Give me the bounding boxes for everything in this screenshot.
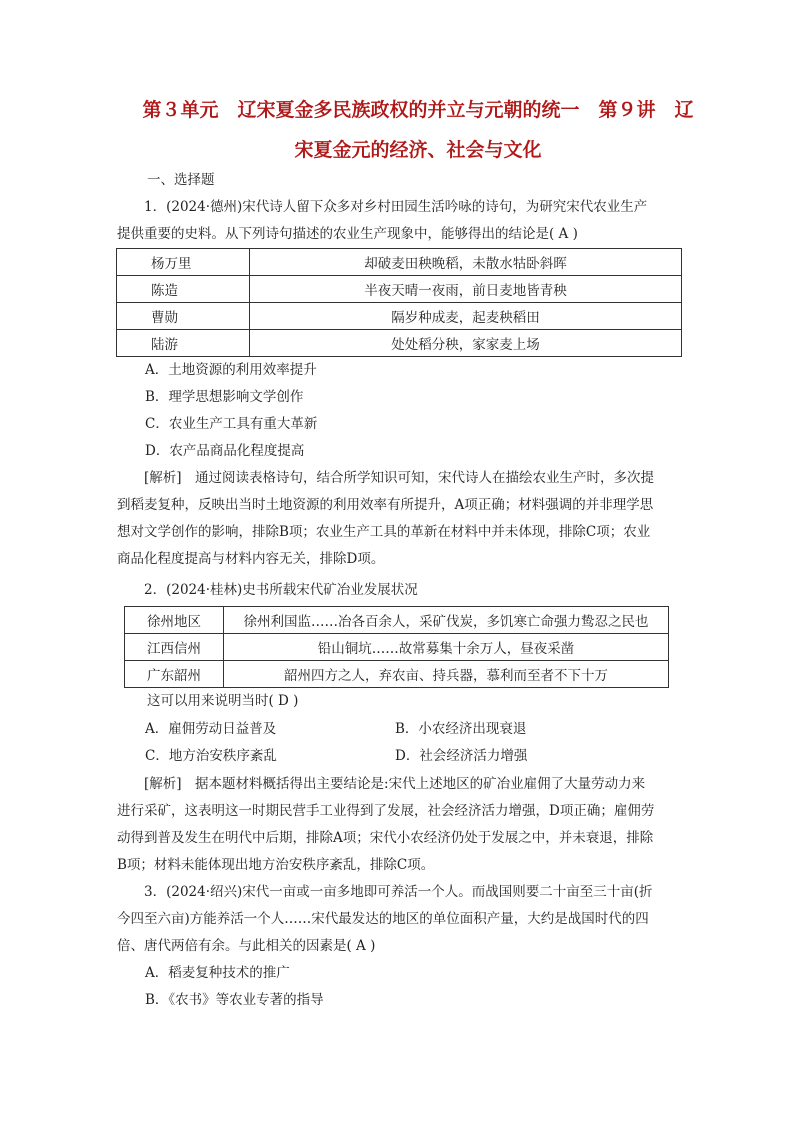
table-row <box>125 634 669 661</box>
q1-analysis-line-4: 商品化程度提高与材料内容无关，排除D项。 <box>117 551 385 567</box>
table-row <box>117 330 682 357</box>
q2-analysis-line-2: 进行采矿，这表明这一时期民营手工业得到了发展，社会经济活力增强，D项正确；雇佣劳 <box>117 803 655 819</box>
q1-option-b: B．理学思想影响文学创作 <box>145 389 304 405</box>
table-row <box>125 607 669 634</box>
poem-cell: 却破麦田秧晚稻，未散水牯卧斜晖 <box>250 249 682 276</box>
q3-option-b: B．《农书》等农业专著的指导 <box>145 992 324 1008</box>
q1-analysis-line-2: 到稻麦复种，反映出当时土地资源的利用效率有所提升，A项正确；材料强调的并非理学思 <box>117 497 654 513</box>
q3-stem-line-2: 今四至六亩)方能养活一个人……宋代最发达的地区的单位面积产量，大约是战国时代的四 <box>117 911 649 927</box>
poem-cell: 隔岁种成麦，起麦秧稻田 <box>250 303 682 330</box>
poet-cell: 杨万里 <box>117 249 250 276</box>
q1-option-d: D．农产品商品化程度提高 <box>145 443 305 459</box>
q2-option-c: C．地方治安秩序紊乱 <box>145 748 277 764</box>
q2-stem: 2．(2024·桂林)史书所载宋代矿冶业发展状况 <box>144 582 418 598</box>
q2-option-a: A．雇佣劳动日益普及 <box>145 721 277 737</box>
title-line-1: 第３单元 辽宋夏金多民族政权的并立与元朝的统一 第９讲 辽 <box>142 99 694 121</box>
q2-analysis-line-1 <box>117 771 683 798</box>
analysis-text: 通过阅读表格诗句，结合所学知识可知，宋代诗人在描绘农业生产时，多次提 <box>181 470 655 486</box>
table-row <box>117 303 682 330</box>
record-cell: 铅山铜坑……故常募集十余万人，昼夜采凿 <box>224 634 669 661</box>
table-row <box>125 661 669 688</box>
poem-cell: 半夜天晴一夜雨，前日麦地皆青秧 <box>250 276 682 303</box>
region-cell: 广东韶州 <box>125 661 224 688</box>
region-cell: 江西信州 <box>125 634 224 661</box>
poet-cell: 陆游 <box>117 330 250 357</box>
q1-option-a: A．土地资源的利用效率提升 <box>145 362 317 378</box>
poem-cell: 处处稻分秧，家家麦上场 <box>250 330 682 357</box>
poet-cell: 陈造 <box>117 276 250 303</box>
q2-question: 这可以用来说明当时( D ) <box>147 693 299 709</box>
q1-stem-line-1: 1．(2024·德州)宋代诗人留下众多对乡村田园生活吟咏的诗句，为研究宋代农业生产 <box>144 199 648 215</box>
record-cell: 徐州利国监……冶各百余人，采矿伐炭，多饥寒亡命强力鸷忍之民也 <box>224 607 669 634</box>
q2-analysis-line-3: 动得到普及发生在明代中后期，排除A项；宋代小农经济仍处于发展之中，并未衰退，排除 <box>117 830 654 846</box>
q2-option-d: D．社会经济活力增强 <box>395 748 528 764</box>
analysis-label: [解析] <box>144 470 182 486</box>
q2-analysis-line-4: B项；材料未能体现出地方治安秩序紊乱，排除C项。 <box>117 857 435 873</box>
table-row <box>117 276 682 303</box>
analysis-text: 据本题材料概括得出主要结论是:宋代上述地区的矿冶业雇佣了大量劳动力来 <box>181 776 646 792</box>
q3-option-a: A．稻麦复种技术的推广 <box>145 965 290 981</box>
q1-analysis-line-3: 想对文学创作的影响，排除B项；农业生产工具的革新在材料中并未体现，排除C项；农业 <box>117 524 651 540</box>
region-cell: 徐州地区 <box>125 607 224 634</box>
table-row <box>117 249 682 276</box>
record-cell: 韶州四方之人，弃农亩、持兵器，慕利而至者不下十万 <box>224 661 669 688</box>
title-line-2: 宋夏金元的经济、社会与文化 <box>294 139 542 161</box>
q1-option-c: C．农业生产工具有重大革新 <box>145 416 318 432</box>
page-title <box>118 90 718 170</box>
q1-stem-line-2: 提供重要的史料。从下列诗句描述的农业生产现象中，能够得出的结论是( A ) <box>117 226 578 242</box>
q1-poem-table <box>116 248 682 357</box>
q3-stem-line-1: 3．(2024·绍兴)宋代一亩或一亩多地即可养活一个人。而战国则要二十亩至三十亩(折 <box>144 884 653 900</box>
q2-mining-table <box>124 606 669 688</box>
analysis-label: [解析] <box>144 776 182 792</box>
q3-stem-line-3: 倍、唐代两倍有余。与此相关的因素是( A ) <box>117 938 376 954</box>
poet-cell: 曹勋 <box>117 303 250 330</box>
q1-analysis-line-1 <box>117 465 683 492</box>
q2-option-b: B．小农经济出现衰退 <box>395 721 527 737</box>
section-heading: 一、选择题 <box>147 172 215 188</box>
